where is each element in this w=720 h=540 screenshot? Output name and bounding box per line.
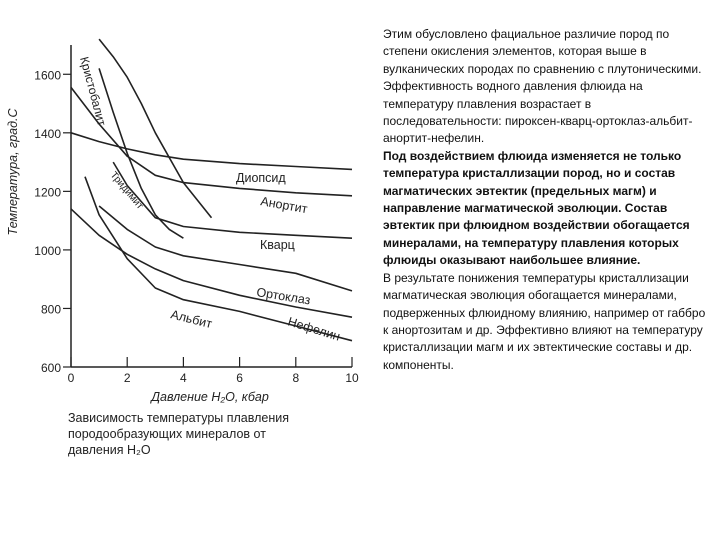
melting-curves-chart <box>0 0 380 405</box>
curve-label: Анортит <box>259 194 309 217</box>
text-panel <box>383 26 708 374</box>
x-tick-label: 0 <box>67 371 75 385</box>
x-tick-label: 8 <box>292 371 300 385</box>
y-tick-label: 800 <box>40 302 61 317</box>
paragraph-3: В результате понижения температуры кристаллизации магматическая эволюция обогащается минералами, подверженных флюидному влиянию, например от габбро к анортозитам и др. Эффективно влияют на температуру кристаллизации магм и их эвтектические составы и др. компоненты. <box>383 270 706 372</box>
curve-label: Тридимит <box>107 169 146 212</box>
curve-label: Альбит <box>169 307 214 332</box>
x-tick-label: 2 <box>123 371 131 385</box>
caption-line-3: давления H₂O <box>68 443 151 457</box>
curve-label: Кристобалит <box>77 55 109 128</box>
x-tick-label: 4 <box>180 371 187 385</box>
curve-диопсид <box>71 133 352 170</box>
y-tick-label: 1200 <box>34 185 61 200</box>
curve-тридимит <box>99 68 183 238</box>
caption-line-1: Зависимость температуры плавления <box>68 411 289 425</box>
curve-label: Нефелин <box>286 314 342 344</box>
y-tick-label: 1400 <box>34 126 61 141</box>
chart-curve-labels <box>77 55 342 344</box>
curve-кристобалит <box>99 39 211 218</box>
curve-label: Диопсид <box>236 171 286 185</box>
curve-label: Кварц <box>260 238 295 252</box>
curve-нефелин <box>85 177 352 344</box>
paragraph-1: Этим обусловлено фациальное различие пород по степени окисления элементов, которая выше в вулканических породах по сравнению с плутоническими. Эффективность водного давления флюида на температуру плавления возрастает в последовательности: пироксен-кварц-ортоклаз-альбит-анортит-нефелин. <box>383 27 702 146</box>
x-tick-label: 6 <box>236 371 243 385</box>
chart-caption <box>68 410 338 458</box>
y-tick-label: 600 <box>40 361 61 375</box>
y-tick-label: 1600 <box>34 68 61 83</box>
caption-line-2: породообразующих минералов от <box>68 427 266 441</box>
y-tick-label: 1000 <box>34 243 61 258</box>
paragraph-2: Под воздействием флюида изменяется не только температура кристаллизации пород, но и состав магматических эвтектик (предельных магм) и направление магматической эволюции. Состав эвтектик при флюидном воздействии обогащается минералами, на температуру плавления которых флюиды оказывают наибольшее влияние. <box>383 148 690 268</box>
curve-label: Ортоклаз <box>255 285 312 308</box>
x-axis-label: Давление H₂O, кбар <box>151 390 269 404</box>
x-tick-label: 10 <box>345 371 359 385</box>
curve-ортоклаз <box>99 206 352 291</box>
y-axis-label: Температура, град.С <box>6 108 20 236</box>
curve-кварц <box>113 162 352 238</box>
